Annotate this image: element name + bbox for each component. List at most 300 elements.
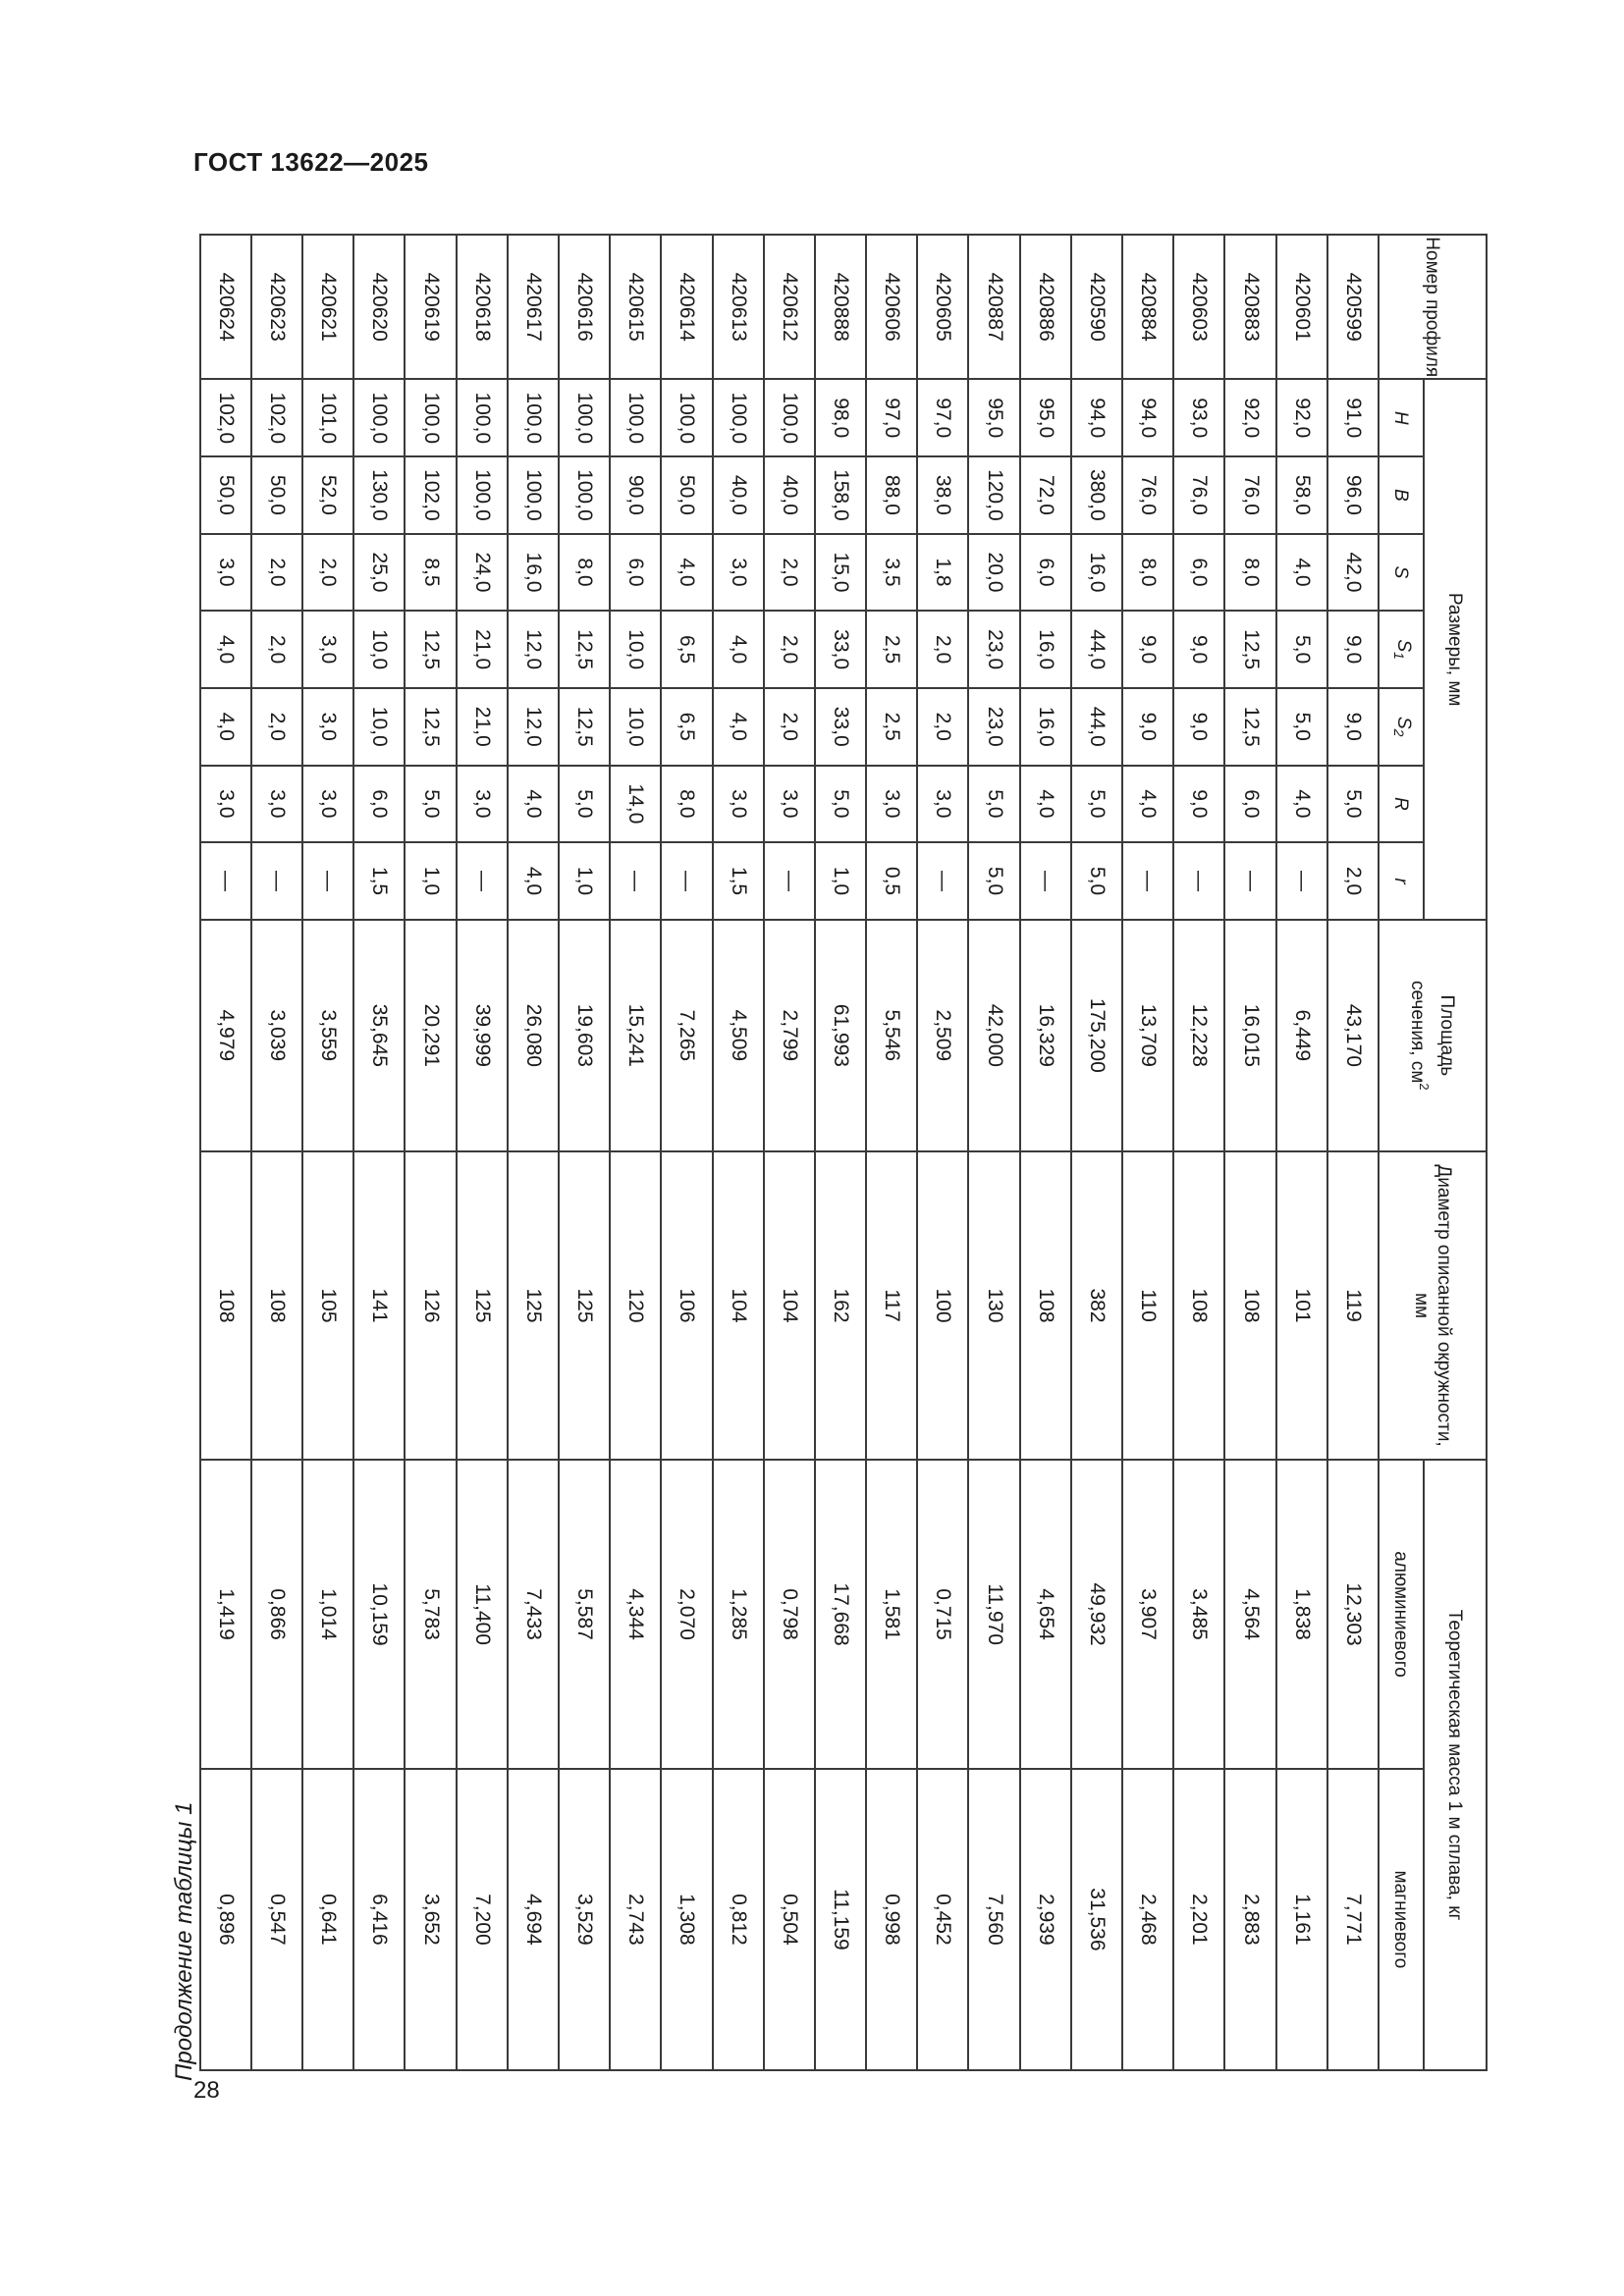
cell-area: 15,241 — [610, 920, 661, 1151]
cell-h: 100,0 — [405, 379, 456, 456]
cell-profile-number: 420612 — [764, 235, 815, 379]
cell-diameter: 108 — [200, 1151, 251, 1461]
cell-mass-magnesium: 7,560 — [969, 1769, 1020, 2070]
cell-diameter: 382 — [1071, 1151, 1122, 1461]
cell-mass-aluminum: 12,303 — [1327, 1460, 1379, 1769]
cell-h: 100,0 — [508, 379, 559, 456]
cell-h: 102,0 — [200, 379, 251, 456]
cell-r-upper: 4,0 — [1122, 766, 1173, 843]
cell-s1: 9,0 — [1327, 611, 1379, 688]
cell-r-upper: 4,0 — [1276, 766, 1327, 843]
cell-s: 2,0 — [302, 534, 353, 612]
cell-area: 35,645 — [353, 920, 405, 1151]
cell-r-upper: 14,0 — [610, 766, 661, 843]
cell-r-lower: — — [251, 842, 302, 920]
cell-r-lower: — — [1224, 842, 1275, 920]
cell-profile-number: 420883 — [1224, 235, 1275, 379]
cell-mass-aluminum: 17,668 — [815, 1460, 866, 1769]
cell-s2: 9,0 — [1122, 688, 1173, 766]
cell-s2: 5,0 — [1276, 688, 1327, 766]
cell-area: 61,993 — [815, 920, 866, 1151]
cell-mass-aluminum: 2,070 — [661, 1460, 712, 1769]
cell-r-upper: 3,0 — [302, 766, 353, 843]
cell-diameter: 130 — [969, 1151, 1020, 1461]
table-row — [713, 235, 764, 2070]
cell-s2: 10,0 — [353, 688, 405, 766]
table-row — [1173, 235, 1224, 2070]
cell-diameter: 120 — [610, 1151, 661, 1461]
profiles-table — [199, 234, 1488, 2071]
cell-profile-number: 420613 — [713, 235, 764, 379]
cell-s1: 23,0 — [969, 611, 1020, 688]
cell-r-lower: 1,0 — [815, 842, 866, 920]
cell-mass-aluminum: 11,400 — [457, 1460, 508, 1769]
cell-b: 100,0 — [559, 456, 610, 534]
cell-b: 50,0 — [200, 456, 251, 534]
cell-s2: 4,0 — [713, 688, 764, 766]
table-row — [302, 235, 353, 2070]
cell-r-lower: — — [1122, 842, 1173, 920]
cell-area: 26,080 — [508, 920, 559, 1151]
cell-b: 72,0 — [1020, 456, 1071, 534]
cell-profile-number: 420618 — [457, 235, 508, 379]
header-profile-number: Номер профиля — [1379, 235, 1487, 379]
cell-s1: 12,5 — [559, 611, 610, 688]
cell-diameter: 104 — [713, 1151, 764, 1461]
table-container — [214, 234, 1488, 2071]
cell-s2: 12,5 — [405, 688, 456, 766]
cell-profile-number: 420887 — [969, 235, 1020, 379]
cell-mass-magnesium: 1,308 — [661, 1769, 712, 2070]
cell-r-lower: 1,0 — [559, 842, 610, 920]
cell-mass-aluminum: 4,344 — [610, 1460, 661, 1769]
cell-mass-magnesium: 2,743 — [610, 1769, 661, 2070]
cell-mass-aluminum: 4,654 — [1020, 1460, 1071, 1769]
cell-diameter: 108 — [1224, 1151, 1275, 1461]
cell-s: 3,5 — [866, 534, 917, 612]
cell-diameter: 105 — [302, 1151, 353, 1461]
cell-b: 380,0 — [1071, 456, 1122, 534]
header-area-line2: сечения, см — [1407, 981, 1429, 1084]
cell-r-upper: 8,0 — [661, 766, 712, 843]
table-row — [917, 235, 968, 2070]
cell-diameter: 141 — [353, 1151, 405, 1461]
cell-profile-number: 420621 — [302, 235, 353, 379]
cell-s1: 10,0 — [353, 611, 405, 688]
cell-h: 100,0 — [559, 379, 610, 456]
header-dim-s2-label: $S_2$ — [1391, 716, 1414, 737]
table-row — [969, 235, 1020, 2070]
cell-b: 40,0 — [713, 456, 764, 534]
cell-b: 100,0 — [508, 456, 559, 534]
cell-h: 95,0 — [969, 379, 1020, 456]
cell-s1: 4,0 — [200, 611, 251, 688]
cell-s2: 16,0 — [1020, 688, 1071, 766]
cell-mass-aluminum: 1,838 — [1276, 1460, 1327, 1769]
cell-mass-aluminum: 1,581 — [866, 1460, 917, 1769]
table-row — [1020, 235, 1071, 2070]
cell-b: 88,0 — [866, 456, 917, 534]
cell-b: 96,0 — [1327, 456, 1379, 534]
cell-r-upper: 5,0 — [1327, 766, 1379, 843]
cell-mass-aluminum: 7,433 — [508, 1460, 559, 1769]
cell-mass-magnesium: 2,468 — [1122, 1769, 1173, 2070]
cell-r-lower: 5,0 — [969, 842, 1020, 920]
table-row — [661, 235, 712, 2070]
cell-area: 2,509 — [917, 920, 968, 1151]
cell-r-upper: 6,0 — [353, 766, 405, 843]
header-area-sup: 2 — [1417, 1083, 1433, 1091]
cell-s: 8,0 — [1122, 534, 1173, 612]
header-mass: Теоретическая масса 1 м сплава, кг — [1424, 1460, 1487, 2070]
cell-area: 42,000 — [969, 920, 1020, 1151]
cell-s1: 9,0 — [1173, 611, 1224, 688]
header-dim-s2 — [1379, 688, 1424, 766]
cell-mass-aluminum: 1,419 — [200, 1460, 251, 1769]
cell-r-upper: 3,0 — [866, 766, 917, 843]
cell-mass-magnesium: 0,998 — [866, 1769, 917, 2070]
table-row — [508, 235, 559, 2070]
cell-mass-aluminum: 0,798 — [764, 1460, 815, 1769]
cell-s1: 44,0 — [1071, 611, 1122, 688]
cell-h: 100,0 — [764, 379, 815, 456]
cell-mass-aluminum: 10,159 — [353, 1460, 405, 1769]
cell-profile-number: 420617 — [508, 235, 559, 379]
cell-s1: 2,0 — [917, 611, 968, 688]
cell-area: 13,709 — [1122, 920, 1173, 1151]
cell-mass-magnesium: 3,529 — [559, 1769, 610, 2070]
cell-r-upper: 3,0 — [200, 766, 251, 843]
cell-h: 92,0 — [1224, 379, 1275, 456]
cell-diameter: 125 — [457, 1151, 508, 1461]
cell-r-lower: 1,0 — [405, 842, 456, 920]
cell-h: 100,0 — [713, 379, 764, 456]
header-dim-s: S — [1379, 534, 1424, 612]
cell-mass-magnesium: 6,416 — [353, 1769, 405, 2070]
cell-b: 40,0 — [764, 456, 815, 534]
cell-r-lower: — — [457, 842, 508, 920]
cell-b: 76,0 — [1224, 456, 1275, 534]
cell-mass-magnesium: 0,896 — [200, 1769, 251, 2070]
cell-profile-number: 420615 — [610, 235, 661, 379]
cell-s2: 3,0 — [302, 688, 353, 766]
table-row — [610, 235, 661, 2070]
cell-s1: 2,0 — [764, 611, 815, 688]
cell-area: 4,509 — [713, 920, 764, 1151]
cell-area: 16,329 — [1020, 920, 1071, 1151]
cell-s2: 6,5 — [661, 688, 712, 766]
cell-diameter: 117 — [866, 1151, 917, 1461]
cell-r-lower: — — [610, 842, 661, 920]
cell-b: 58,0 — [1276, 456, 1327, 534]
cell-h: 102,0 — [251, 379, 302, 456]
cell-h: 100,0 — [457, 379, 508, 456]
cell-b: 90,0 — [610, 456, 661, 534]
cell-s1: 33,0 — [815, 611, 866, 688]
cell-h: 100,0 — [661, 379, 712, 456]
table-row — [353, 235, 405, 2070]
cell-r-upper: 5,0 — [815, 766, 866, 843]
cell-s2: 10,0 — [610, 688, 661, 766]
cell-r-lower: — — [661, 842, 712, 920]
cell-s: 4,0 — [661, 534, 712, 612]
cell-s2: 4,0 — [200, 688, 251, 766]
cell-s: 6,0 — [610, 534, 661, 612]
cell-profile-number: 420601 — [1276, 235, 1327, 379]
cell-mass-aluminum: 11,970 — [969, 1460, 1020, 1769]
cell-s2: 12,0 — [508, 688, 559, 766]
cell-mass-magnesium: 7,771 — [1327, 1769, 1379, 2070]
cell-h: 97,0 — [866, 379, 917, 456]
header-dim-r-lower: r — [1379, 842, 1424, 920]
cell-mass-aluminum: 0,715 — [917, 1460, 968, 1769]
cell-s2: 23,0 — [969, 688, 1020, 766]
cell-s1: 21,0 — [457, 611, 508, 688]
cell-b: 158,0 — [815, 456, 866, 534]
cell-mass-magnesium: 0,547 — [251, 1769, 302, 2070]
table-row — [1224, 235, 1275, 2070]
cell-area: 19,603 — [559, 920, 610, 1151]
table-caption: Продолжение таблицы 1 — [171, 1801, 197, 2081]
cell-h: 94,0 — [1071, 379, 1122, 456]
cell-s2: 2,0 — [917, 688, 968, 766]
header-dimensions: Размеры, мм — [1424, 379, 1487, 919]
cell-diameter: 126 — [405, 1151, 456, 1461]
cell-diameter: 108 — [1020, 1151, 1071, 1461]
table-row — [1276, 235, 1327, 2070]
table-row — [251, 235, 302, 2070]
header-aluminum: алюминиевого — [1379, 1460, 1424, 1769]
cell-s1: 4,0 — [713, 611, 764, 688]
cell-s: 24,0 — [457, 534, 508, 612]
cell-s: 3,0 — [200, 534, 251, 612]
cell-r-upper: 5,0 — [559, 766, 610, 843]
cell-s: 42,0 — [1327, 534, 1379, 612]
cell-s: 2,0 — [764, 534, 815, 612]
table-row — [866, 235, 917, 2070]
header-magnesium: магниевого — [1379, 1769, 1424, 2070]
cell-s: 16,0 — [1071, 534, 1122, 612]
cell-h: 92,0 — [1276, 379, 1327, 456]
cell-profile-number: 420619 — [405, 235, 456, 379]
cell-diameter: 108 — [1173, 1151, 1224, 1461]
cell-mass-magnesium: 11,159 — [815, 1769, 866, 2070]
cell-s2: 44,0 — [1071, 688, 1122, 766]
cell-s1: 5,0 — [1276, 611, 1327, 688]
cell-diameter: 106 — [661, 1151, 712, 1461]
header-dim-b: B — [1379, 456, 1424, 534]
cell-h: 91,0 — [1327, 379, 1379, 456]
table-row — [405, 235, 456, 2070]
header-area-line1: Площадь — [1436, 994, 1458, 1077]
cell-s: 8,0 — [559, 534, 610, 612]
cell-s: 20,0 — [969, 534, 1020, 612]
cell-s: 15,0 — [815, 534, 866, 612]
cell-r-lower: 1,5 — [353, 842, 405, 920]
cell-b: 102,0 — [405, 456, 456, 534]
cell-diameter: 125 — [559, 1151, 610, 1461]
cell-r-lower: 4,0 — [508, 842, 559, 920]
cell-s2: 21,0 — [457, 688, 508, 766]
cell-r-upper: 5,0 — [1071, 766, 1122, 843]
cell-r-upper: 4,0 — [508, 766, 559, 843]
cell-profile-number: 420616 — [559, 235, 610, 379]
cell-r-upper: 4,0 — [1020, 766, 1071, 843]
cell-mass-magnesium: 0,452 — [917, 1769, 968, 2070]
cell-profile-number: 420605 — [917, 235, 968, 379]
cell-h: 100,0 — [353, 379, 405, 456]
cell-area: 12,228 — [1173, 920, 1224, 1151]
cell-s1: 16,0 — [1020, 611, 1071, 688]
cell-mass-magnesium: 2,883 — [1224, 1769, 1275, 2070]
cell-profile-number: 420599 — [1327, 235, 1379, 379]
cell-b: 76,0 — [1122, 456, 1173, 534]
table-row — [764, 235, 815, 2070]
cell-area: 20,291 — [405, 920, 456, 1151]
cell-profile-number: 420624 — [200, 235, 251, 379]
cell-mass-magnesium: 0,504 — [764, 1769, 815, 2070]
cell-area: 6,449 — [1276, 920, 1327, 1151]
table-row — [815, 235, 866, 2070]
cell-area: 3,039 — [251, 920, 302, 1151]
cell-area: 7,265 — [661, 920, 712, 1151]
cell-s2: 9,0 — [1327, 688, 1379, 766]
cell-r-upper: 6,0 — [1224, 766, 1275, 843]
cell-h: 98,0 — [815, 379, 866, 456]
header-diameter: Диаметр описанной окружности, мм — [1379, 1151, 1487, 1461]
cell-b: 76,0 — [1173, 456, 1224, 534]
table-header — [1379, 235, 1487, 2070]
cell-r-lower: 5,0 — [1071, 842, 1122, 920]
cell-s1: 6,5 — [661, 611, 712, 688]
cell-b: 120,0 — [969, 456, 1020, 534]
cell-diameter: 104 — [764, 1151, 815, 1461]
cell-profile-number: 420886 — [1020, 235, 1071, 379]
cell-mass-magnesium: 0,641 — [302, 1769, 353, 2070]
cell-b: 50,0 — [251, 456, 302, 534]
document-header: ГОСТ 13622—2025 — [193, 147, 429, 177]
cell-area: 39,999 — [457, 920, 508, 1151]
table-row — [1327, 235, 1379, 2070]
cell-mass-aluminum: 3,485 — [1173, 1460, 1224, 1769]
cell-diameter: 125 — [508, 1151, 559, 1461]
cell-s2: 33,0 — [815, 688, 866, 766]
cell-r-lower: — — [1020, 842, 1071, 920]
header-dim-h: H — [1379, 379, 1424, 456]
cell-s: 16,0 — [508, 534, 559, 612]
cell-r-lower: — — [302, 842, 353, 920]
cell-s: 3,0 — [713, 534, 764, 612]
cell-mass-aluminum: 4,564 — [1224, 1460, 1275, 1769]
header-dim-s1-label: $S_1$ — [1391, 639, 1414, 660]
cell-r-upper: 3,0 — [713, 766, 764, 843]
cell-r-upper: 3,0 — [457, 766, 508, 843]
cell-r-lower: — — [1276, 842, 1327, 920]
cell-s1: 9,0 — [1122, 611, 1173, 688]
cell-s1: 2,0 — [251, 611, 302, 688]
cell-diameter: 162 — [815, 1151, 866, 1461]
header-dim-r-upper: R — [1379, 766, 1424, 843]
cell-diameter: 119 — [1327, 1151, 1379, 1461]
cell-b: 52,0 — [302, 456, 353, 534]
cell-area: 4,979 — [200, 920, 251, 1151]
cell-r-upper: 5,0 — [405, 766, 456, 843]
cell-s2: 12,5 — [559, 688, 610, 766]
cell-s2: 9,0 — [1173, 688, 1224, 766]
cell-s1: 10,0 — [610, 611, 661, 688]
cell-diameter: 100 — [917, 1151, 968, 1461]
cell-h: 97,0 — [917, 379, 968, 456]
cell-mass-magnesium: 4,694 — [508, 1769, 559, 2070]
cell-profile-number: 420590 — [1071, 235, 1122, 379]
cell-mass-aluminum: 0,866 — [251, 1460, 302, 1769]
cell-diameter: 108 — [251, 1151, 302, 1461]
header-dim-s1 — [1379, 611, 1424, 688]
cell-b: 38,0 — [917, 456, 968, 534]
cell-profile-number: 420884 — [1122, 235, 1173, 379]
cell-s1: 3,0 — [302, 611, 353, 688]
table-row — [1071, 235, 1122, 2070]
cell-s2: 2,0 — [251, 688, 302, 766]
table-body — [200, 235, 1379, 2070]
cell-s: 2,0 — [251, 534, 302, 612]
cell-s: 8,0 — [1224, 534, 1275, 612]
cell-s1: 12,5 — [405, 611, 456, 688]
cell-mass-magnesium: 0,812 — [713, 1769, 764, 2070]
cell-s: 1,8 — [917, 534, 968, 612]
cell-r-lower: — — [200, 842, 251, 920]
cell-h: 100,0 — [610, 379, 661, 456]
cell-diameter: 110 — [1122, 1151, 1173, 1461]
cell-h: 101,0 — [302, 379, 353, 456]
cell-mass-magnesium: 7,200 — [457, 1769, 508, 2070]
cell-r-lower: 2,0 — [1327, 842, 1379, 920]
table-row — [559, 235, 610, 2070]
page-number: 28 — [193, 2077, 220, 2104]
cell-s: 6,0 — [1020, 534, 1071, 612]
cell-profile-number: 420606 — [866, 235, 917, 379]
cell-s1: 2,5 — [866, 611, 917, 688]
table-row — [457, 235, 508, 2070]
cell-mass-magnesium: 1,161 — [1276, 1769, 1327, 2070]
cell-mass-aluminum: 1,285 — [713, 1460, 764, 1769]
cell-h: 93,0 — [1173, 379, 1224, 456]
cell-r-upper: 9,0 — [1173, 766, 1224, 843]
cell-s: 8,5 — [405, 534, 456, 612]
cell-b: 50,0 — [661, 456, 712, 534]
cell-profile-number: 420623 — [251, 235, 302, 379]
header-area — [1379, 920, 1487, 1151]
cell-r-lower: 1,5 — [713, 842, 764, 920]
cell-profile-number: 420620 — [353, 235, 405, 379]
cell-s2: 2,5 — [866, 688, 917, 766]
cell-mass-aluminum: 1,014 — [302, 1460, 353, 1769]
cell-area: 2,799 — [764, 920, 815, 1151]
cell-r-upper: 3,0 — [917, 766, 968, 843]
cell-r-lower: — — [764, 842, 815, 920]
cell-s: 4,0 — [1276, 534, 1327, 612]
cell-r-lower: 0,5 — [866, 842, 917, 920]
cell-h: 95,0 — [1020, 379, 1071, 456]
cell-r-upper: 3,0 — [251, 766, 302, 843]
cell-mass-magnesium: 3,652 — [405, 1769, 456, 2070]
cell-mass-magnesium: 2,201 — [1173, 1769, 1224, 2070]
cell-profile-number: 420603 — [1173, 235, 1224, 379]
cell-area: 5,546 — [866, 920, 917, 1151]
cell-b: 100,0 — [457, 456, 508, 534]
cell-mass-aluminum: 5,587 — [559, 1460, 610, 1769]
cell-area: 175,200 — [1071, 920, 1122, 1151]
